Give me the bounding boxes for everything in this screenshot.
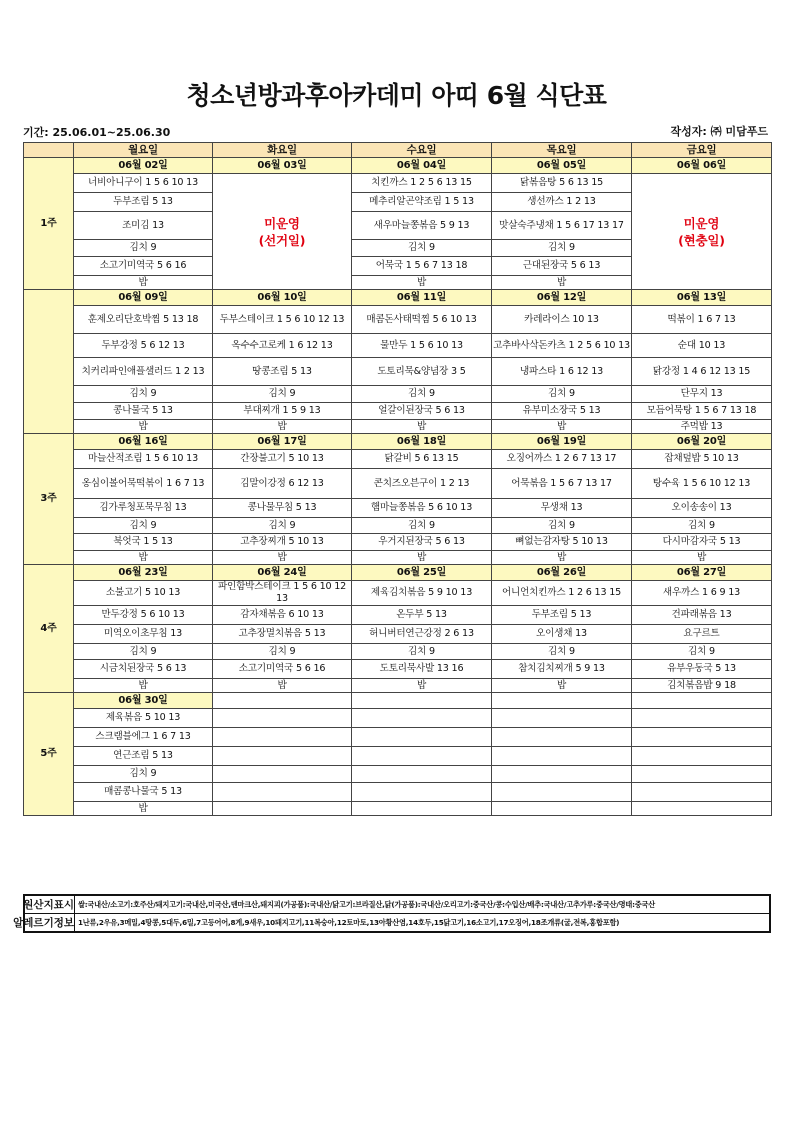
date-cell: 06월 03일 xyxy=(213,158,352,174)
menu-item-cell: 마늘산적조림 1 5 6 10 13 xyxy=(74,450,213,469)
menu-item-cell: 부대찌개 1 5 9 13 xyxy=(213,403,352,420)
weekday-header: 목요일 xyxy=(492,143,632,158)
menu-item-cell: 소고기미역국 5 6 16 xyxy=(213,660,352,679)
menu-row xyxy=(24,358,772,386)
menu-item-cell: 김치 9 xyxy=(74,766,213,783)
menu-item-cell: 너비아니구이 1 5 6 10 13 xyxy=(74,174,213,193)
date-cell: 06월 10일 xyxy=(213,290,352,306)
menu-item-cell xyxy=(352,747,492,766)
menu-row xyxy=(24,581,772,606)
meal-plan-table xyxy=(23,142,772,816)
menu-item-cell: 매콤돈사태떡찜 5 6 10 13 xyxy=(352,306,492,334)
menu-item-cell: 닭강정 1 4 6 12 13 15 xyxy=(632,358,772,386)
menu-item-cell: 냉파스타 1 6 12 13 xyxy=(492,358,632,386)
menu-item-cell: 치커리파인애플샐러드 1 2 13 xyxy=(74,358,213,386)
menu-item-cell: 밥 xyxy=(352,276,492,290)
closed-reason: (현충일) xyxy=(678,232,725,248)
menu-item-cell: 두부조림 5 13 xyxy=(74,193,213,212)
menu-item-cell: 김치 9 xyxy=(632,518,772,534)
closed-label: 미운영 xyxy=(683,215,720,231)
menu-item-cell xyxy=(213,802,352,816)
menu-item-cell: 김치 9 xyxy=(213,518,352,534)
menu-row xyxy=(24,679,772,693)
date-cell: 06월 05일 xyxy=(492,158,632,174)
date-cell: 06월 24일 xyxy=(213,565,352,581)
menu-item-cell xyxy=(632,709,772,728)
menu-row xyxy=(24,450,772,469)
menu-item-cell xyxy=(352,766,492,783)
menu-item-cell: 밥 xyxy=(352,679,492,693)
menu-item-cell: 두부스테이크 1 5 6 10 12 13 xyxy=(213,306,352,334)
menu-item-cell: 밥 xyxy=(352,551,492,565)
menu-item-cell: 치킨까스 1 2 5 6 13 15 xyxy=(352,174,492,193)
page-title: 청소년방과후아카데미 아띠 6월 식단표 xyxy=(186,81,607,110)
date-row xyxy=(24,434,772,450)
date-cell: 06월 25일 xyxy=(352,565,492,581)
menu-item-cell: 주먹밥 13 xyxy=(632,420,772,434)
menu-row xyxy=(24,174,772,193)
week-label: 4주 xyxy=(24,565,74,693)
closed-day-cell xyxy=(213,174,352,290)
menu-item-cell: 고추바사삭돈카츠 1 2 5 6 10 13 xyxy=(492,334,632,358)
menu-item-cell: 밥 xyxy=(492,420,632,434)
menu-item-cell: 두부강정 5 6 12 13 xyxy=(74,334,213,358)
menu-item-cell: 허니버터연근강정 2 6 13 xyxy=(352,625,492,644)
author-label: 작성자: ㈜ 미담푸드 xyxy=(670,125,768,138)
menu-item-cell: 김치 9 xyxy=(74,386,213,403)
menu-item-cell: 무생채 13 xyxy=(492,499,632,518)
menu-item-cell xyxy=(492,747,632,766)
date-cell: 06월 02일 xyxy=(74,158,213,174)
menu-item-cell: 소불고기 5 10 13 xyxy=(74,581,213,606)
menu-item-cell xyxy=(492,783,632,802)
menu-item-cell: 오징어까스 1 2 6 7 13 17 xyxy=(492,450,632,469)
menu-item-cell: 온두부 5 13 xyxy=(352,606,492,625)
menu-item-cell: 밥 xyxy=(74,276,213,290)
menu-item-cell: 김가루청포묵무침 13 xyxy=(74,499,213,518)
date-cell xyxy=(632,693,772,709)
menu-item-cell: 스크램블에그 1 6 7 13 xyxy=(74,728,213,747)
menu-item-cell: 땅콩조림 5 13 xyxy=(213,358,352,386)
menu-row xyxy=(24,802,772,816)
menu-item-cell: 옹심이볼어묵떡볶이 1 6 7 13 xyxy=(74,469,213,499)
menu-item-cell: 김치 9 xyxy=(632,644,772,660)
menu-item-cell: 밥 xyxy=(74,420,213,434)
menu-item-cell xyxy=(632,728,772,747)
menu-item-cell: 감자채볶음 6 10 13 xyxy=(213,606,352,625)
menu-row xyxy=(24,783,772,802)
date-cell xyxy=(352,693,492,709)
allergy-label: 알레르기정보 xyxy=(25,914,75,931)
menu-item-cell: 콘치즈오븐구이 1 2 13 xyxy=(352,469,492,499)
menu-item-cell: 김치 9 xyxy=(74,240,213,257)
menu-item-cell: 두부조림 5 13 xyxy=(492,606,632,625)
menu-row xyxy=(24,518,772,534)
date-row xyxy=(24,565,772,581)
week-label: 5주 xyxy=(24,693,74,816)
date-cell: 06월 23일 xyxy=(74,565,213,581)
menu-item-cell: 파인함박스테이크 1 5 6 10 12 13 xyxy=(213,581,352,606)
menu-row xyxy=(24,386,772,403)
origin-text: 쌀:국내산/소고기:호주산/돼지고기:국내산,미국산,덴마크산,돼지괴(가공품):국내산/닭고기:브라질산,닭(가공품):국내산/오리고기:중국산/콩:수입산/배추:국내산/고추가루:중국산/명태:중국산 xyxy=(78,899,656,909)
date-cell: 06월 27일 xyxy=(632,565,772,581)
menu-row xyxy=(24,420,772,434)
menu-item-cell: 만두강정 5 6 10 13 xyxy=(74,606,213,625)
menu-item-cell: 밥 xyxy=(492,551,632,565)
menu-item-cell: 김치 9 xyxy=(352,518,492,534)
menu-row xyxy=(24,766,772,783)
menu-item-cell xyxy=(213,709,352,728)
menu-item-cell: 새우까스 1 6 9 13 xyxy=(632,581,772,606)
date-cell xyxy=(213,693,352,709)
menu-item-cell: 밥 xyxy=(352,420,492,434)
menu-item-cell: 미역오이초무침 13 xyxy=(74,625,213,644)
menu-item-cell: 김치 9 xyxy=(492,518,632,534)
menu-row xyxy=(24,625,772,644)
menu-row xyxy=(24,709,772,728)
menu-item-cell: 훈제오리단호박찜 5 13 18 xyxy=(74,306,213,334)
menu-item-cell: 북엇국 1 5 13 xyxy=(74,534,213,551)
menu-item-cell: 콩나물국 5 13 xyxy=(74,403,213,420)
menu-item-cell xyxy=(492,802,632,816)
menu-item-cell: 밥 xyxy=(213,551,352,565)
menu-row xyxy=(24,499,772,518)
menu-item-cell: 모듬어묵탕 1 5 6 7 13 18 xyxy=(632,403,772,420)
date-row xyxy=(24,158,772,174)
menu-item-cell xyxy=(352,783,492,802)
menu-item-cell: 카레라이스 10 13 xyxy=(492,306,632,334)
menu-item-cell: 물만두 1 5 6 10 13 xyxy=(352,334,492,358)
menu-row xyxy=(24,469,772,499)
date-cell: 06월 04일 xyxy=(352,158,492,174)
menu-item-cell: 오이송송이 13 xyxy=(632,499,772,518)
menu-item-cell xyxy=(492,709,632,728)
menu-item-cell: 밥 xyxy=(74,802,213,816)
menu-item-cell: 유부미소장국 5 13 xyxy=(492,403,632,420)
date-cell: 06월 18일 xyxy=(352,434,492,450)
date-cell: 06월 19일 xyxy=(492,434,632,450)
menu-item-cell: 뼈없는감자탕 5 10 13 xyxy=(492,534,632,551)
menu-item-cell xyxy=(352,709,492,728)
menu-item-cell: 밥 xyxy=(213,420,352,434)
menu-item-cell: 닭갈비 5 6 13 15 xyxy=(352,450,492,469)
menu-item-cell: 어묵볶음 1 5 6 7 13 17 xyxy=(492,469,632,499)
menu-item-cell: 단무지 13 xyxy=(632,386,772,403)
menu-row xyxy=(24,606,772,625)
menu-item-cell: 떡볶이 1 6 7 13 xyxy=(632,306,772,334)
weekday-header-row xyxy=(24,143,772,158)
menu-item-cell: 김치 9 xyxy=(74,518,213,534)
menu-item-cell xyxy=(213,728,352,747)
menu-item-cell: 다시마감자국 5 13 xyxy=(632,534,772,551)
week-label: 3주 xyxy=(24,434,74,565)
date-cell: 06월 13일 xyxy=(632,290,772,306)
menu-item-cell: 새우마늘쫑볶음 5 9 13 xyxy=(352,212,492,240)
menu-item-cell: 김치 9 xyxy=(352,644,492,660)
menu-item-cell: 시금치된장국 5 6 13 xyxy=(74,660,213,679)
menu-row xyxy=(24,403,772,420)
weekday-header: 수요일 xyxy=(352,143,492,158)
menu-row xyxy=(24,644,772,660)
menu-item-cell: 밥 xyxy=(632,551,772,565)
menu-item-cell: 도토리묵사발 13 16 xyxy=(352,660,492,679)
menu-item-cell: 연근조림 5 13 xyxy=(74,747,213,766)
menu-item-cell: 고추장멸치볶음 5 13 xyxy=(213,625,352,644)
menu-item-cell: 김치 9 xyxy=(213,644,352,660)
menu-item-cell: 어니언치킨까스 1 2 6 13 15 xyxy=(492,581,632,606)
menu-item-cell: 잡채덮밥 5 10 13 xyxy=(632,450,772,469)
menu-row xyxy=(24,551,772,565)
menu-item-cell: 요구르트 xyxy=(632,625,772,644)
date-row xyxy=(24,693,772,709)
menu-item-cell: 오이생채 13 xyxy=(492,625,632,644)
date-cell: 06월 16일 xyxy=(74,434,213,450)
closed-reason: (선거일) xyxy=(258,232,306,248)
menu-item-cell: 김치 9 xyxy=(492,644,632,660)
week-label xyxy=(24,290,74,434)
date-cell: 06월 12일 xyxy=(492,290,632,306)
menu-item-cell xyxy=(492,728,632,747)
menu-item-cell: 김치 9 xyxy=(352,240,492,257)
menu-item-cell xyxy=(352,728,492,747)
menu-item-cell: 햄마늘쫑볶음 5 6 10 13 xyxy=(352,499,492,518)
menu-item-cell: 콩나물무침 5 13 xyxy=(213,499,352,518)
menu-item-cell: 밥 xyxy=(74,551,213,565)
menu-item-cell: 우거지된장국 5 6 13 xyxy=(352,534,492,551)
period-label: 기간: 25.06.01~25.06.30 xyxy=(23,126,171,139)
menu-item-cell: 김치 9 xyxy=(352,386,492,403)
date-cell: 06월 06일 xyxy=(632,158,772,174)
week-label: 1주 xyxy=(24,158,74,290)
menu-item-cell xyxy=(632,766,772,783)
menu-item-cell: 순대 10 13 xyxy=(632,334,772,358)
date-cell: 06월 17일 xyxy=(213,434,352,450)
date-cell: 06월 11일 xyxy=(352,290,492,306)
menu-item-cell xyxy=(352,802,492,816)
menu-item-cell: 참치김치찌개 5 9 13 xyxy=(492,660,632,679)
allergy-row xyxy=(13,913,769,931)
menu-item-cell xyxy=(632,747,772,766)
menu-item-cell: 얼갈이된장국 5 6 13 xyxy=(352,403,492,420)
menu-item-cell: 옥수수고로케 1 6 12 13 xyxy=(213,334,352,358)
menu-item-cell: 소고기미역국 5 6 16 xyxy=(74,257,213,276)
menu-item-cell: 생선까스 1 2 13 xyxy=(492,193,632,212)
menu-item-cell: 김치 9 xyxy=(213,386,352,403)
menu-item-cell: 탕수육 1 5 6 10 12 13 xyxy=(632,469,772,499)
menu-item-cell: 맛살숙주냉채 1 5 6 17 13 17 xyxy=(492,212,632,240)
menu-item-cell: 닭볶음탕 5 6 13 15 xyxy=(492,174,632,193)
menu-item-cell: 건파래볶음 13 xyxy=(632,606,772,625)
menu-item-cell: 제육김치볶음 5 9 10 13 xyxy=(352,581,492,606)
date-cell: 06월 30일 xyxy=(74,693,213,709)
menu-item-cell: 김말이강정 6 12 13 xyxy=(213,469,352,499)
menu-item-cell: 고추장찌개 5 10 13 xyxy=(213,534,352,551)
menu-item-cell xyxy=(213,783,352,802)
menu-item-cell: 도토리묵&양념장 3 5 xyxy=(352,358,492,386)
closed-label: 미운영 xyxy=(264,215,300,231)
menu-item-cell: 어묵국 1 5 6 7 13 18 xyxy=(352,257,492,276)
menu-row xyxy=(24,747,772,766)
menu-item-cell: 간장불고기 5 10 13 xyxy=(213,450,352,469)
menu-row xyxy=(24,660,772,679)
menu-item-cell xyxy=(213,766,352,783)
menu-item-cell: 매콤콩나물국 5 13 xyxy=(74,783,213,802)
allergy-text: 1난류,2우유,3메밀,4땅콩,5대두,6밀,7고등어어,8게,9새우,10돼지고기,11복숭아,12토마토,13아황산염,14호두,15닭고기,16소고기,17오징어,18조개류(굴,전복,홍합포함) xyxy=(78,917,620,927)
closed-day-cell xyxy=(632,174,772,290)
menu-item-cell: 김치 9 xyxy=(492,386,632,403)
menu-item-cell: 밥 xyxy=(492,679,632,693)
date-cell: 06월 20일 xyxy=(632,434,772,450)
menu-item-cell: 밥 xyxy=(213,679,352,693)
menu-item-cell xyxy=(213,747,352,766)
menu-item-cell: 밥 xyxy=(492,276,632,290)
menu-item-cell: 밥 xyxy=(74,679,213,693)
menu-item-cell: 김치 9 xyxy=(492,240,632,257)
origin-label: 원산지표시 xyxy=(25,896,75,913)
footer-info xyxy=(13,894,771,933)
weekday-header: 금요일 xyxy=(632,143,772,158)
menu-item-cell xyxy=(632,783,772,802)
menu-item-cell: 메추리알곤약조림 1 5 13 xyxy=(352,193,492,212)
menu-row xyxy=(24,334,772,358)
date-row xyxy=(24,290,772,306)
menu-item-cell: 김치 9 xyxy=(74,644,213,660)
weekday-header: 화요일 xyxy=(213,143,352,158)
menu-item-cell: 조미김 13 xyxy=(74,212,213,240)
menu-item-cell xyxy=(492,766,632,783)
menu-item-cell xyxy=(632,802,772,816)
origin-row xyxy=(25,896,769,913)
menu-row xyxy=(24,534,772,551)
menu-row xyxy=(24,306,772,334)
weekday-header: 월요일 xyxy=(74,143,213,158)
menu-item-cell: 제육볶음 5 10 13 xyxy=(74,709,213,728)
date-cell xyxy=(492,693,632,709)
menu-item-cell: 유부우동국 5 13 xyxy=(632,660,772,679)
date-cell: 06월 26일 xyxy=(492,565,632,581)
menu-row xyxy=(24,728,772,747)
menu-item-cell: 근대된장국 5 6 13 xyxy=(492,257,632,276)
menu-item-cell: 김치볶음밥 9 18 xyxy=(632,679,772,693)
date-cell: 06월 09일 xyxy=(74,290,213,306)
corner-cell xyxy=(24,143,74,158)
